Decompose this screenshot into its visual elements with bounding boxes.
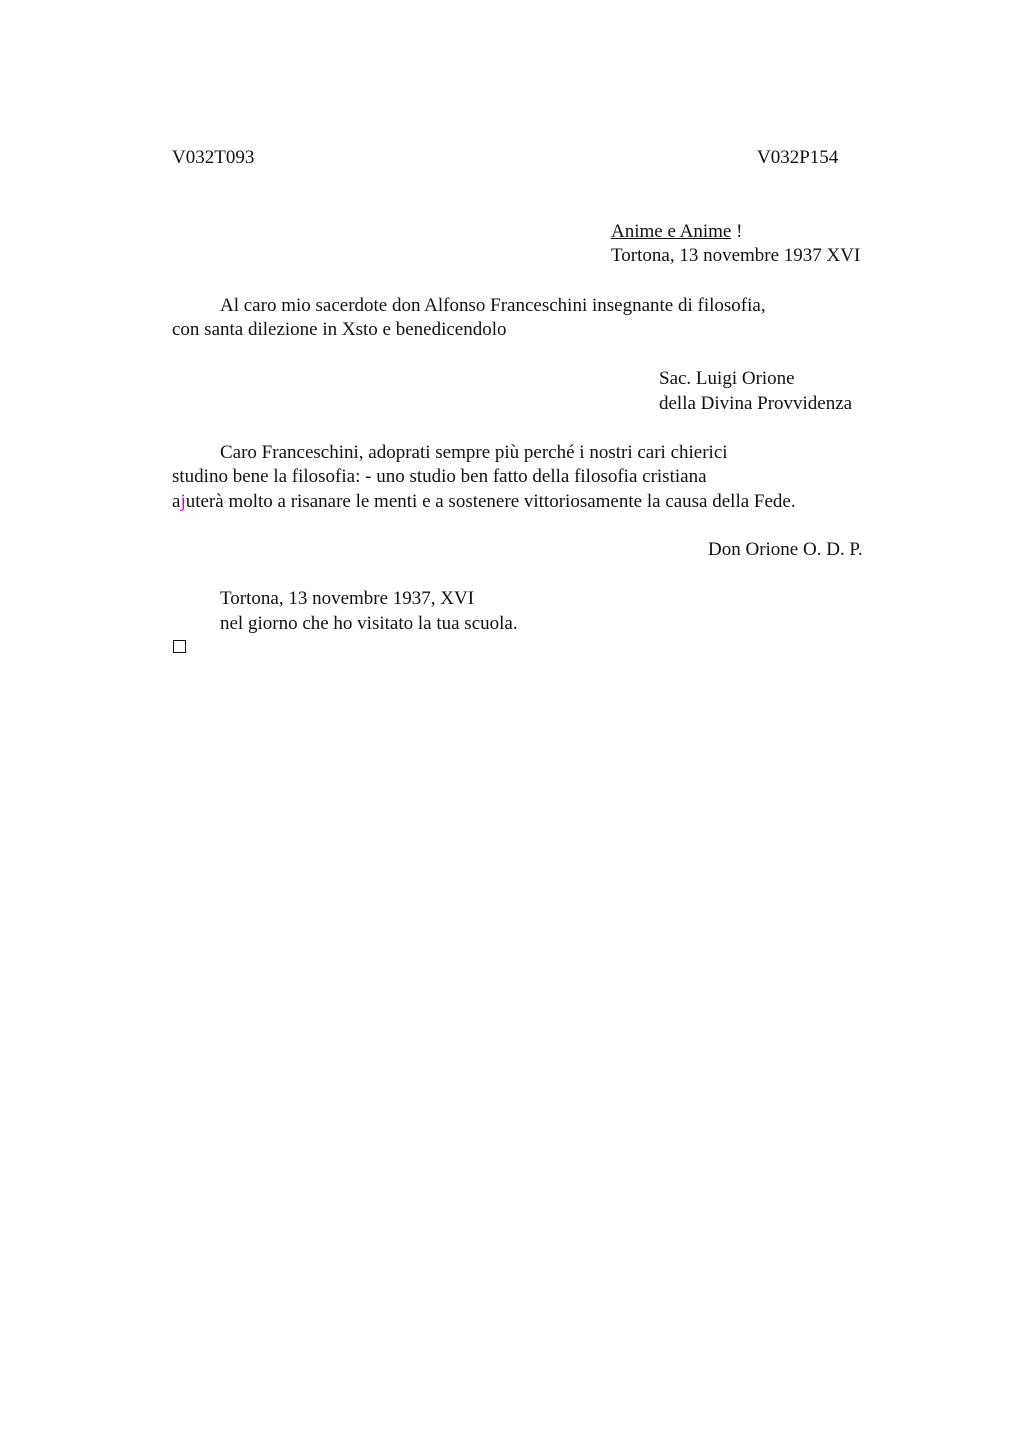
dedication-line-2: con santa dilezione in Xsto e benedicendolo (172, 319, 507, 340)
body-line-3-rest: uterà molto a risanare le menti e a sostenere vittoriosamente la causa della Fede. (185, 491, 796, 512)
body-line-1: Caro Franceschini, adoprati sempre più perché i nostri cari chierici (220, 442, 728, 463)
signature-title: della Divina Provvidenza (659, 393, 853, 414)
letter-title (611, 220, 742, 244)
body-line-2: studino bene la filosofia: - uno studio ben fatto della filosofia cristiana (172, 466, 707, 487)
body-line-3 (172, 490, 796, 514)
closing-signature: Don Orione O. D. P. (708, 539, 863, 560)
checkbox-icon (173, 640, 186, 653)
body-line-3-start: a (172, 491, 181, 512)
letter-title-underlined: Anime e Anime (611, 221, 732, 242)
left-reference-code: V032T093 (172, 147, 255, 168)
closing-date: Tortona, 13 novembre 1937, XVI (220, 588, 475, 609)
letter-title-suffix: ! (731, 221, 743, 242)
right-reference-code: V032P154 (757, 147, 839, 168)
dedication-line-1: Al caro mio sacerdote don Alfonso Franceschini insegnante di filosofia, (220, 295, 766, 316)
closing-note: nel giorno che ho visitato la tua scuola. (220, 613, 518, 634)
heading-date: Tortona, 13 novembre 1937 XVI (611, 245, 861, 266)
highlighted-letter: j (180, 491, 186, 512)
signature-name: Sac. Luigi Orione (659, 368, 795, 389)
